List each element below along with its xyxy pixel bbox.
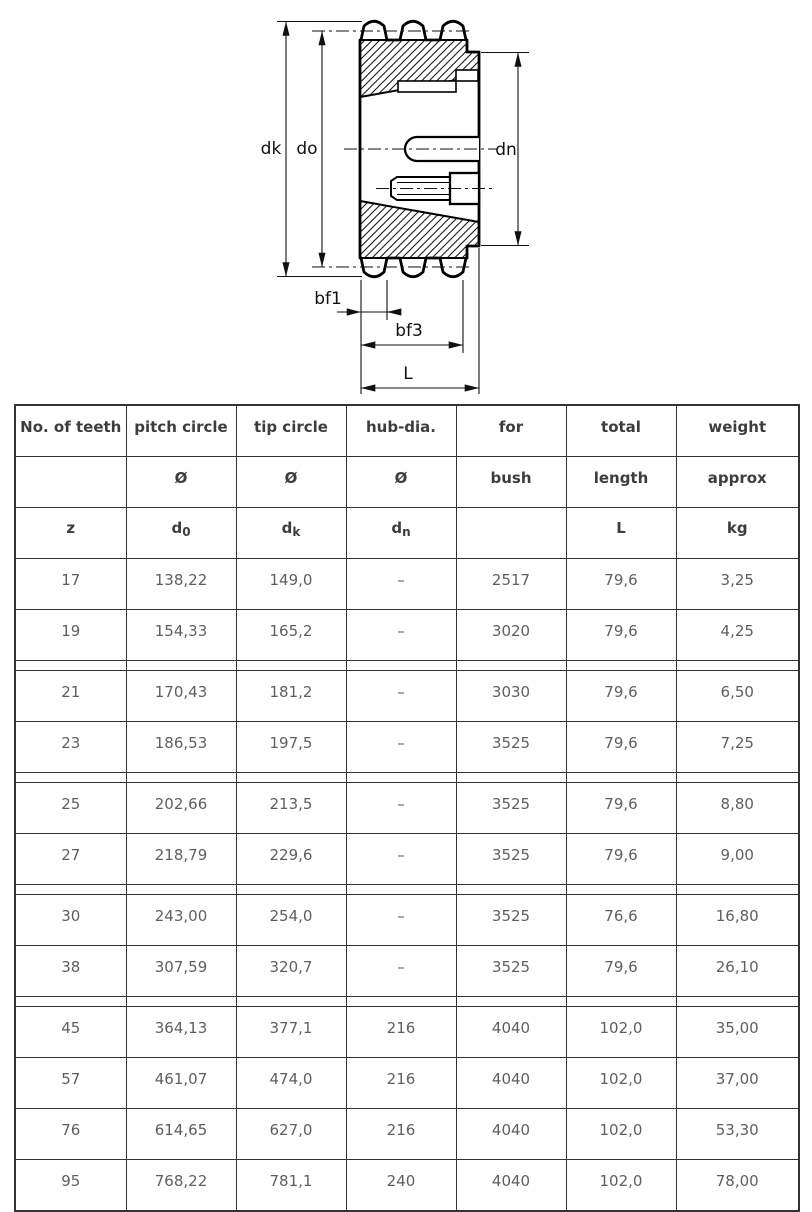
subheader-diameter: Ø — [346, 457, 456, 508]
cell-tip_circle: 229,6 — [236, 834, 346, 885]
cell-weight: 4,25 — [676, 610, 799, 661]
separator-cell — [126, 661, 236, 671]
cell-weight: 16,80 — [676, 895, 799, 946]
sprocket-section-svg — [0, 0, 812, 400]
cell-length: 102,0 — [566, 1109, 676, 1160]
cell-tip_circle: 165,2 — [236, 610, 346, 661]
cell-tip_circle: 181,2 — [236, 671, 346, 722]
separator-cell — [346, 773, 456, 783]
cell-hub_dia: – — [346, 783, 456, 834]
col-header-pitch-circle: pitch circle — [126, 405, 236, 457]
cell-hub_dia: – — [346, 722, 456, 773]
label-dk: dk — [260, 139, 282, 159]
bush-flange-step — [456, 70, 478, 81]
cell-hub_dia: 216 — [346, 1109, 456, 1160]
separator-cell — [456, 997, 566, 1007]
cell-teeth: 25 — [15, 783, 126, 834]
separator-cell — [15, 773, 126, 783]
cell-tip_circle: 377,1 — [236, 1007, 346, 1058]
header-row-2 — [15, 457, 799, 508]
separator-cell — [676, 997, 799, 1007]
symbol-z: z — [15, 508, 126, 559]
cell-bush: 3525 — [456, 722, 566, 773]
cell-hub_dia: – — [346, 895, 456, 946]
cell-length: 79,6 — [566, 671, 676, 722]
separator-row — [15, 661, 799, 671]
cell-weight: 7,25 — [676, 722, 799, 773]
cell-length: 102,0 — [566, 1007, 676, 1058]
cell-pitch_circle: 307,59 — [126, 946, 236, 997]
cell-hub_dia: 216 — [346, 1007, 456, 1058]
separator-cell — [126, 997, 236, 1007]
bush-keyway-step — [398, 81, 456, 92]
cell-weight: 37,00 — [676, 1058, 799, 1109]
cell-pitch_circle: 154,33 — [126, 610, 236, 661]
cell-teeth: 38 — [15, 946, 126, 997]
cell-teeth: 19 — [15, 610, 126, 661]
cell-pitch_circle: 138,22 — [126, 559, 236, 610]
separator-cell — [236, 997, 346, 1007]
separator-row — [15, 773, 799, 783]
symbol-d0: $d_0$ — [126, 508, 236, 559]
cell-tip_circle: 254,0 — [236, 895, 346, 946]
cell-weight: 53,30 — [676, 1109, 799, 1160]
col-header-hub-dia: hub-dia. — [346, 405, 456, 457]
cell-tip_circle: 197,5 — [236, 722, 346, 773]
cell-length: 76,6 — [566, 895, 676, 946]
cell-tip_circle: 320,7 — [236, 946, 346, 997]
cell-pitch_circle: 614,65 — [126, 1109, 236, 1160]
cell-bush: 4040 — [456, 1058, 566, 1109]
cell-weight: 6,50 — [676, 671, 799, 722]
cell-pitch_circle: 186,53 — [126, 722, 236, 773]
separator-cell — [15, 661, 126, 671]
cell-pitch_circle: 170,43 — [126, 671, 236, 722]
cell-teeth: 45 — [15, 1007, 126, 1058]
cell-length: 79,6 — [566, 783, 676, 834]
cell-pitch_circle: 218,79 — [126, 834, 236, 885]
cell-weight: 78,00 — [676, 1160, 799, 1212]
table-row — [15, 1160, 799, 1212]
cell-weight: 26,10 — [676, 946, 799, 997]
symbol-L: L — [566, 508, 676, 559]
separator-cell — [346, 885, 456, 895]
cell-hub_dia: – — [346, 834, 456, 885]
symbol-blank — [456, 508, 566, 559]
table-row — [15, 946, 799, 997]
cell-teeth: 95 — [15, 1160, 126, 1212]
cell-weight: 35,00 — [676, 1007, 799, 1058]
separator-cell — [346, 997, 456, 1007]
sprocket-drawing — [0, 0, 812, 400]
cell-hub_dia: – — [346, 610, 456, 661]
header-row-3 — [15, 508, 799, 559]
cell-bush: 3525 — [456, 946, 566, 997]
cell-length: 79,6 — [566, 946, 676, 997]
cell-tip_circle: 627,0 — [236, 1109, 346, 1160]
cell-hub_dia: – — [346, 671, 456, 722]
spec-table-body — [15, 559, 799, 1212]
separator-cell — [236, 661, 346, 671]
cell-pitch_circle: 243,00 — [126, 895, 236, 946]
subheader-bush: bush — [456, 457, 566, 508]
spec-table-head — [15, 405, 799, 559]
separator-cell — [456, 773, 566, 783]
separator-cell — [456, 661, 566, 671]
label-do: do — [296, 139, 318, 159]
header-row-1 — [15, 405, 799, 457]
spec-table — [14, 404, 800, 1212]
separator-cell — [15, 997, 126, 1007]
cell-hub_dia: 240 — [346, 1160, 456, 1212]
symbol-dk: $d_k$ — [236, 508, 346, 559]
label-bf3: bf3 — [395, 321, 423, 341]
separator-cell — [236, 773, 346, 783]
table-row — [15, 895, 799, 946]
separator-cell — [15, 885, 126, 895]
subheader-blank — [15, 457, 126, 508]
subheader-diameter: Ø — [126, 457, 236, 508]
cell-hub_dia: – — [346, 559, 456, 610]
table-row — [15, 610, 799, 661]
separator-cell — [566, 885, 676, 895]
symbol-kg: kg — [676, 508, 799, 559]
cell-bush: 2517 — [456, 559, 566, 610]
table-row — [15, 1109, 799, 1160]
subheader-approx: approx — [676, 457, 799, 508]
separator-cell — [456, 885, 566, 895]
cell-pitch_circle: 461,07 — [126, 1058, 236, 1109]
separator-cell — [676, 885, 799, 895]
cell-bush: 4040 — [456, 1109, 566, 1160]
separator-row — [15, 885, 799, 895]
table-row — [15, 834, 799, 885]
cell-pitch_circle: 768,22 — [126, 1160, 236, 1212]
separator-cell — [566, 661, 676, 671]
cell-tip_circle: 474,0 — [236, 1058, 346, 1109]
cell-length: 79,6 — [566, 722, 676, 773]
label-bf1: bf1 — [314, 289, 342, 309]
subheader-diameter: Ø — [236, 457, 346, 508]
col-header-total: total — [566, 405, 676, 457]
cell-teeth: 30 — [15, 895, 126, 946]
separator-cell — [236, 885, 346, 895]
separator-cell — [566, 773, 676, 783]
cell-weight: 3,25 — [676, 559, 799, 610]
cell-bush: 3020 — [456, 610, 566, 661]
table-row — [15, 722, 799, 773]
cell-teeth: 17 — [15, 559, 126, 610]
cell-length: 79,6 — [566, 610, 676, 661]
table-row — [15, 783, 799, 834]
cell-tip_circle: 213,5 — [236, 783, 346, 834]
cell-tip_circle: 781,1 — [236, 1160, 346, 1212]
cell-length: 102,0 — [566, 1160, 676, 1212]
label-dn: dn — [495, 140, 517, 160]
cell-teeth: 23 — [15, 722, 126, 773]
col-header-tip-circle: tip circle — [236, 405, 346, 457]
cell-length: 102,0 — [566, 1058, 676, 1109]
cell-bush: 4040 — [456, 1007, 566, 1058]
cell-pitch_circle: 202,66 — [126, 783, 236, 834]
cell-pitch_circle: 364,13 — [126, 1007, 236, 1058]
cell-bush: 3525 — [456, 895, 566, 946]
cell-weight: 9,00 — [676, 834, 799, 885]
subheader-length: length — [566, 457, 676, 508]
separator-cell — [676, 661, 799, 671]
cell-weight: 8,80 — [676, 783, 799, 834]
separator-row — [15, 997, 799, 1007]
separator-cell — [676, 773, 799, 783]
cell-teeth: 57 — [15, 1058, 126, 1109]
cell-bush: 4040 — [456, 1160, 566, 1212]
separator-cell — [126, 885, 236, 895]
table-row — [15, 671, 799, 722]
cell-teeth: 21 — [15, 671, 126, 722]
cell-hub_dia: 216 — [346, 1058, 456, 1109]
symbol-dn: $d_n$ — [346, 508, 456, 559]
cell-bush: 3525 — [456, 783, 566, 834]
table-row — [15, 1007, 799, 1058]
separator-cell — [126, 773, 236, 783]
cell-length: 79,6 — [566, 834, 676, 885]
col-header-for: for — [456, 405, 566, 457]
cell-hub_dia: – — [346, 946, 456, 997]
cell-bush: 3525 — [456, 834, 566, 885]
cell-teeth: 27 — [15, 834, 126, 885]
cell-teeth: 76 — [15, 1109, 126, 1160]
separator-cell — [566, 997, 676, 1007]
cell-tip_circle: 149,0 — [236, 559, 346, 610]
table-row — [15, 559, 799, 610]
table-row — [15, 1058, 799, 1109]
col-header-weight: weight — [676, 405, 799, 457]
cell-length: 79,6 — [566, 559, 676, 610]
col-header-teeth: No. of teeth — [15, 405, 126, 457]
label-L: L — [403, 364, 413, 384]
separator-cell — [346, 661, 456, 671]
cell-bush: 3030 — [456, 671, 566, 722]
